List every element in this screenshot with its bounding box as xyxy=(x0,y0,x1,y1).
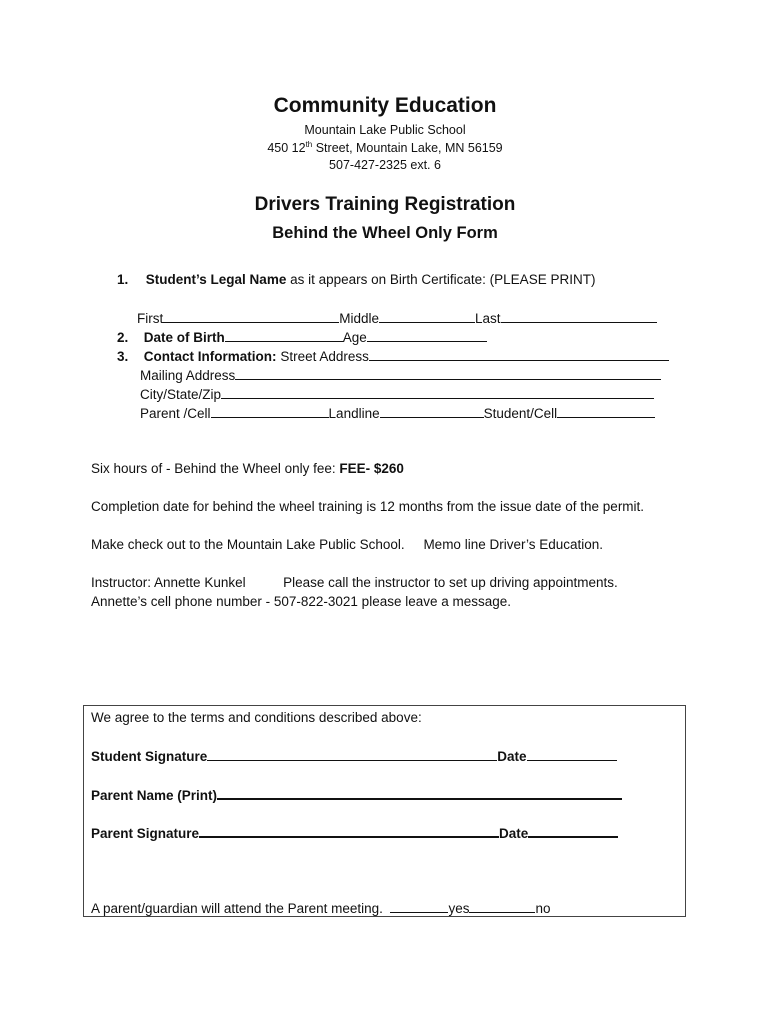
fee-text: Six hours of - Behind the Wheel only fee: xyxy=(91,461,340,476)
parent-date-field[interactable] xyxy=(528,824,618,838)
mailing-address-field[interactable] xyxy=(235,367,661,380)
school-name: Mountain Lake Public School xyxy=(304,123,466,137)
item2-number: 2. xyxy=(117,330,129,345)
landline-label: Landline xyxy=(328,406,380,421)
parent-cell-field[interactable] xyxy=(211,405,329,418)
parent-name-label: Parent Name (Print) xyxy=(91,788,218,803)
instructor-note: Please call the instructor to set up driving appointments. xyxy=(283,575,618,590)
date-label: Date xyxy=(497,749,527,764)
last-name-field[interactable] xyxy=(501,310,657,323)
street-label: Street Address xyxy=(280,349,369,364)
parent-name-row xyxy=(91,786,622,803)
student-signature-field[interactable] xyxy=(207,748,497,761)
age-label: Age xyxy=(342,330,367,345)
agreement-intro: We agree to the terms and conditions described above: xyxy=(91,710,422,725)
form-subtitle: Behind the Wheel Only Form xyxy=(272,224,498,242)
no-label: no xyxy=(535,901,551,916)
street-address-field[interactable] xyxy=(369,348,669,361)
city-state-zip-field[interactable] xyxy=(221,386,654,399)
item1-row xyxy=(117,272,595,287)
instructor-line xyxy=(91,575,618,590)
item1-number: 1. xyxy=(117,272,129,287)
landline-field[interactable] xyxy=(380,405,484,418)
fee-line xyxy=(91,461,404,476)
check-text: Make check out to the Mountain Lake Public School. Memo line Driver’s Education. xyxy=(91,537,604,552)
city-row xyxy=(140,386,654,402)
instructor-phone: Annette’s cell phone number - 507-822-3021 please leave a message. xyxy=(91,594,512,609)
school-address xyxy=(0,140,770,155)
completion-text: Completion date for behind the wheel training is 12 months from the issue date of the permit. xyxy=(91,499,645,514)
parent-name-field[interactable] xyxy=(217,786,622,800)
dob-label: Date of Birth xyxy=(143,330,225,345)
agreement-box xyxy=(83,705,686,917)
first-label: First xyxy=(137,311,164,326)
parent-meeting-row xyxy=(91,900,551,916)
school-phone: 507-427-2325 ext. 6 xyxy=(329,158,441,172)
meeting-yes-field[interactable] xyxy=(390,900,448,913)
city-label: City/State/Zip xyxy=(140,387,222,402)
item1-label: Student’s Legal Name xyxy=(145,272,287,287)
last-label: Last xyxy=(475,311,501,326)
phones-row xyxy=(140,405,655,421)
dob-field[interactable] xyxy=(225,329,343,342)
item1-instructions: as it appears on Birth Certificate: (PLEASE PRINT) xyxy=(286,272,596,287)
student-signature-label: Student Signature xyxy=(91,749,208,764)
address-rest: Street, Mountain Lake, MN 56159 xyxy=(312,141,503,156)
parent-cell-label: Parent /Cell xyxy=(140,406,211,421)
name-row xyxy=(137,310,657,326)
meeting-no-field[interactable] xyxy=(469,900,535,913)
parent-signature-label: Parent Signature xyxy=(91,826,200,841)
address-number: 450 12 xyxy=(267,141,306,156)
student-cell-field[interactable] xyxy=(557,405,655,418)
middle-name-field[interactable] xyxy=(379,310,475,323)
student-date-field[interactable] xyxy=(527,748,617,761)
first-name-field[interactable] xyxy=(163,310,339,323)
mailing-row xyxy=(140,367,661,383)
address-suffix: th xyxy=(305,140,313,149)
org-title: Community Education xyxy=(273,94,497,117)
form-title: Drivers Training Registration xyxy=(254,194,516,215)
age-field[interactable] xyxy=(367,329,487,342)
student-signature-row xyxy=(91,748,617,764)
date-label: Date xyxy=(499,826,529,841)
item3-number: 3. xyxy=(117,349,129,364)
contact-label: Contact Information: xyxy=(143,349,277,364)
parent-signature-field[interactable] xyxy=(199,824,499,838)
mailing-label: Mailing Address xyxy=(140,368,236,383)
parent-signature-row xyxy=(91,824,618,841)
student-cell-label: Student/Cell xyxy=(483,406,558,421)
dob-row xyxy=(117,329,487,345)
yes-label: yes xyxy=(448,901,470,916)
fee-amount: FEE- $260 xyxy=(339,461,404,476)
instructor-label: Instructor: Annette Kunkel xyxy=(91,575,246,590)
middle-label: Middle xyxy=(339,311,380,326)
contact-row xyxy=(117,348,669,364)
parent-meeting-text: A parent/guardian will attend the Parent meeting. xyxy=(91,901,391,916)
